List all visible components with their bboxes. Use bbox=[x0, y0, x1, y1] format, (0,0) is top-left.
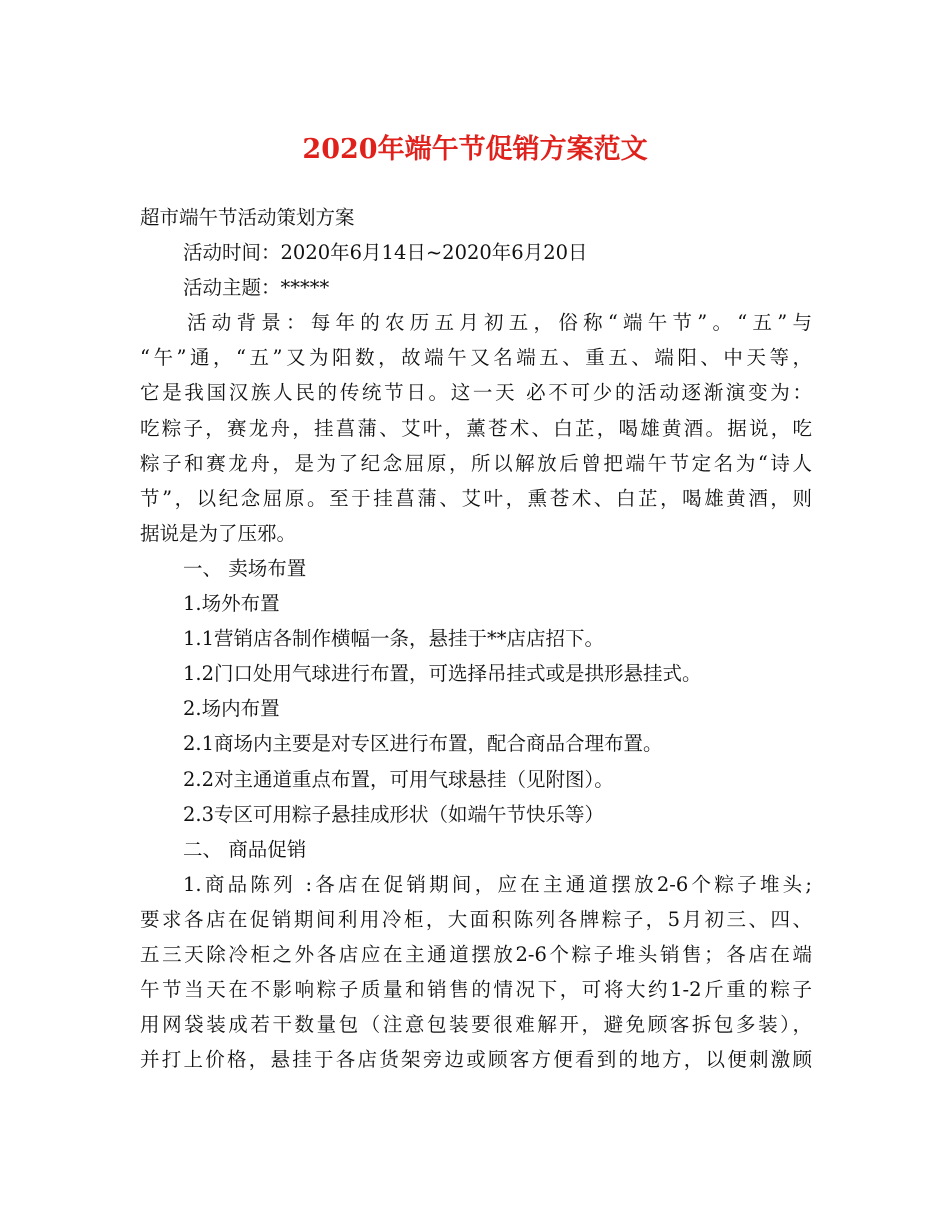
paragraph-line: 据说是为了压邪。 bbox=[140, 521, 297, 545]
paragraph-line: 粽子和赛龙舟，是为了纪念屈原，所以解放后曾把端午节定名为“诗人 bbox=[140, 451, 812, 475]
paragraph-line: 要求各店在促销期间利用冷柜，大面积陈列各牌粽子，5月初三、四、 bbox=[140, 907, 812, 931]
paragraph-line: 1.商品陈列 :各店在促销期间，应在主通道摆放2-6个粽子堆头; bbox=[183, 872, 812, 896]
document-body bbox=[140, 200, 812, 1077]
paragraph-line: 活动时间：2020年6月14日~2020年6月20日 bbox=[183, 241, 588, 265]
paragraph-line: “午”通，“五”又为阳数，故端午又名端五、重五、端阳、中天等， bbox=[140, 346, 812, 370]
paragraph-line: 吃粽子，赛龙舟，挂菖蒲、艾叶，薰苍术、白芷，喝雄黄酒。据说，吃 bbox=[140, 416, 812, 440]
paragraph-line: 1.场外布置 bbox=[183, 592, 280, 616]
paragraph-line: 一、 卖场布置 bbox=[183, 556, 307, 580]
paragraph-line: 2.场内布置 bbox=[183, 697, 280, 721]
paragraph-line: 五三天除冷柜之外各店应在主通道摆放2-6个粽子堆头销售；各店在端 bbox=[140, 942, 812, 966]
paragraph-line: 午节当天在不影响粽子质量和销售的情况下，可将大约1-2斤重的粽子 bbox=[140, 978, 812, 1002]
paragraph-line: 它是我国汉族人民的传统节日。这一天 必不可少的活动逐渐演变为： bbox=[140, 381, 812, 405]
paragraph-line: 二、 商品促销 bbox=[183, 837, 307, 861]
paragraph-line: 1.1营销店各制作横幅一条，悬挂于**店店招下。 bbox=[183, 627, 605, 651]
paragraph-line: 并打上价格，悬挂于各店货架旁边或顾客方便看到的地方，以便刺激顾 bbox=[140, 1048, 812, 1072]
paragraph-line: 超市端午节活动策划方案 bbox=[140, 206, 355, 229]
paragraph-line: 2.1商场内主要是对专区进行布置，配合商品合理布置。 bbox=[183, 732, 663, 756]
paragraph-line: 活动主题：***** bbox=[183, 276, 330, 300]
paragraph-line: 2.2对主通道重点布置，可用气球悬挂（见附图）。 bbox=[183, 767, 614, 791]
paragraph-line: 用网袋装成若干数量包（注意包装要很难解开，避免顾客拆包多装）， bbox=[140, 1013, 812, 1037]
paragraph-line: 1.2门口处用气球进行布置，可选择吊挂式或是拱形悬挂式。 bbox=[183, 662, 702, 686]
paragraph-line: 活动背景：每年的农历五月初五，俗称“端午节”。“五”与 bbox=[187, 311, 812, 335]
document-title: 2020年端午节促销方案范文 bbox=[302, 134, 648, 165]
paragraph-line: 节”，以纪念屈原。至于挂菖蒲、艾叶，熏苍术、白芷，喝雄黄酒，则 bbox=[140, 486, 812, 510]
paragraph-line: 2.3专区可用粽子悬挂成形状（如端午节快乐等） bbox=[183, 802, 605, 826]
